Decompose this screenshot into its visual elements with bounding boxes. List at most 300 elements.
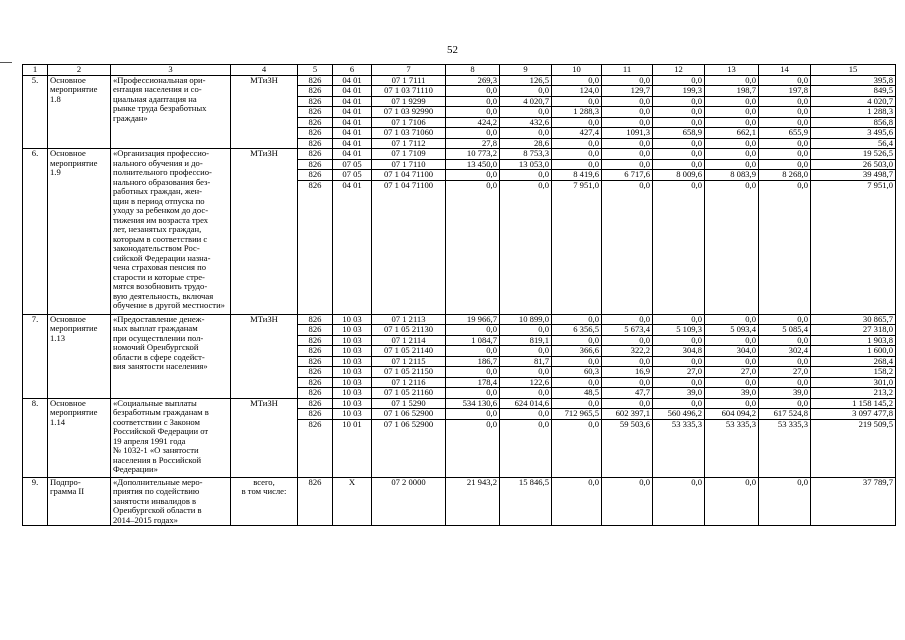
data-cell: 0,0: [653, 107, 705, 118]
data-cell: 39,0: [705, 388, 759, 399]
data-cell: 0,0: [705, 180, 759, 314]
data-cell: 39,0: [759, 388, 811, 399]
data-cell: 10 03: [333, 377, 372, 388]
data-cell: 5 673,4: [602, 325, 653, 336]
data-cell: 0,0: [552, 138, 602, 149]
data-cell: 0,0: [602, 335, 653, 346]
data-cell: 0,0: [705, 138, 759, 149]
data-cell: 617 524,8: [759, 409, 811, 420]
executor-cell: [231, 398, 298, 477]
data-cell: 662,1: [705, 128, 759, 139]
header-cell-4: 4: [231, 65, 298, 76]
measure-name-line: Оренбургской области в: [113, 505, 202, 515]
data-cell: 304,0: [705, 346, 759, 357]
data-cell: 04 01: [333, 149, 372, 160]
data-cell: 826: [298, 377, 333, 388]
measure-name-line: № 1032-1 «О занятости: [113, 445, 199, 455]
data-cell: 21 943,2: [446, 477, 500, 526]
measure-name-cell: [111, 75, 231, 149]
data-cell: 826: [298, 159, 333, 170]
executor-line: всего,: [253, 477, 275, 487]
data-cell: 13 053,0: [500, 159, 552, 170]
data-cell: 07 1 05 21160: [372, 388, 446, 399]
data-cell: 219 509,5: [811, 419, 896, 477]
data-cell: 0,0: [602, 149, 653, 160]
data-cell: 856,8: [811, 117, 896, 128]
data-cell: 07 05: [333, 170, 372, 181]
data-cell: 6 356,5: [552, 325, 602, 336]
data-cell: 124,0: [552, 86, 602, 97]
data-cell: 0,0: [446, 128, 500, 139]
data-cell: 28,6: [500, 138, 552, 149]
data-cell: 0,0: [705, 356, 759, 367]
data-cell: 826: [298, 335, 333, 346]
measure-name-line: щин в период отпуска по: [113, 195, 205, 206]
data-cell: 826: [298, 367, 333, 378]
data-cell: 07 1 9299: [372, 96, 446, 107]
data-cell: 07 1 2114: [372, 335, 446, 346]
measure-name-line: ных выплат гражданам: [113, 323, 198, 333]
data-cell: 19 526,5: [811, 149, 896, 160]
data-cell: 826: [298, 96, 333, 107]
header-cell-3: 3: [111, 65, 231, 76]
data-cell: 15 846,5: [500, 477, 552, 526]
data-cell: 826: [298, 325, 333, 336]
data-cell: 5 085,4: [759, 325, 811, 336]
data-cell: 04 01: [333, 138, 372, 149]
data-cell: 0,0: [705, 477, 759, 526]
data-cell: 0,0: [500, 86, 552, 97]
data-cell: 826: [298, 149, 333, 160]
data-cell: 07 1 7112: [372, 138, 446, 149]
data-cell: 5 093,4: [705, 325, 759, 336]
data-cell: 0,0: [705, 107, 759, 118]
measure-type-line: Основное: [50, 314, 86, 324]
data-cell: 53 335,3: [759, 419, 811, 477]
data-cell: 0,0: [602, 398, 653, 409]
data-cell: 10 03: [333, 325, 372, 336]
data-cell: 0,0: [500, 419, 552, 477]
executor-line: в том числе:: [241, 486, 287, 496]
data-cell: 0,0: [653, 75, 705, 86]
header-cell-12: 12: [653, 65, 705, 76]
header-cell-10: 10: [552, 65, 602, 76]
data-cell: 0,0: [446, 107, 500, 118]
data-cell: 427,4: [552, 128, 602, 139]
data-cell: 0,0: [653, 138, 705, 149]
data-cell: 10 899,0: [500, 314, 552, 325]
data-cell: 819,1: [500, 335, 552, 346]
measure-name-line: «Социальные выплаты: [113, 398, 197, 408]
data-cell: 826: [298, 86, 333, 97]
data-cell: 07 1 2115: [372, 356, 446, 367]
data-cell: 10 773,2: [446, 149, 500, 160]
data-cell: 655,9: [759, 128, 811, 139]
data-cell: 27 318,0: [811, 325, 896, 336]
data-cell: 04 01: [333, 75, 372, 86]
data-cell: 0,0: [552, 477, 602, 526]
data-cell: 07 1 06 52900: [372, 409, 446, 420]
data-cell: 178,4: [446, 377, 500, 388]
data-cell: 0,0: [759, 477, 811, 526]
data-cell: 0,0: [446, 346, 500, 357]
executor-line: МТиЗН: [250, 314, 278, 324]
data-cell: 3 097 477,8: [811, 409, 896, 420]
data-cell: 04 01: [333, 96, 372, 107]
data-cell: 07 1 7106: [372, 117, 446, 128]
data-cell: 04 01: [333, 107, 372, 118]
header-cell-9: 9: [500, 65, 552, 76]
measure-name-line: приятия по содействию: [113, 486, 200, 496]
data-cell: 0,0: [705, 398, 759, 409]
table-row: [23, 314, 896, 325]
executor-line: МТиЗН: [250, 75, 278, 85]
data-cell: 37 789,7: [811, 477, 896, 526]
data-cell: 0,0: [759, 96, 811, 107]
data-cell: 07 1 2116: [372, 377, 446, 388]
data-cell: 0,0: [759, 75, 811, 86]
measure-name-cell: [111, 477, 231, 526]
data-cell: 07 1 7111: [372, 75, 446, 86]
data-cell: 27,0: [705, 367, 759, 378]
data-cell: 826: [298, 398, 333, 409]
measure-type-cell: [48, 398, 111, 477]
measure-name-line: которым в соответствии с: [113, 233, 208, 244]
header-cell-6: 6: [333, 65, 372, 76]
data-cell: 186,7: [446, 356, 500, 367]
measure-type-line: мероприятие: [50, 407, 98, 417]
data-cell: 604 094,2: [705, 409, 759, 420]
measure-type-cell: [48, 314, 111, 398]
data-cell: 826: [298, 107, 333, 118]
data-cell: 0,0: [552, 149, 602, 160]
measure-name-line: «Дополнительные меро-: [113, 477, 203, 487]
measure-type-cell: [48, 477, 111, 526]
data-cell: 0,0: [759, 377, 811, 388]
measure-name-line: лет, незанятых граждан,: [113, 224, 202, 234]
data-cell: 04 01: [333, 117, 372, 128]
data-cell: 0,0: [602, 75, 653, 86]
data-cell: 27,0: [653, 367, 705, 378]
data-cell: 07 1 03 92990: [372, 107, 446, 118]
data-cell: 07 1 2113: [372, 314, 446, 325]
data-cell: 826: [298, 75, 333, 86]
measure-name-line: вую деятельность, включая: [113, 290, 214, 301]
data-cell: 5 109,3: [653, 325, 705, 336]
data-cell: 366,6: [552, 346, 602, 357]
measure-name-line: законодательством Рос-: [113, 243, 200, 253]
data-cell: 826: [298, 170, 333, 181]
data-cell: 4 020,7: [811, 96, 896, 107]
data-cell: 0,0: [653, 180, 705, 314]
data-cell: 0,0: [653, 159, 705, 170]
data-cell: 826: [298, 388, 333, 399]
data-cell: 0,0: [705, 335, 759, 346]
data-cell: 0,0: [653, 356, 705, 367]
executor-cell: [231, 149, 298, 315]
data-cell: 0,0: [446, 388, 500, 399]
data-cell: 826: [298, 180, 333, 314]
data-cell: 0,0: [446, 170, 500, 181]
data-cell: 1 084,7: [446, 335, 500, 346]
data-cell: 07 1 05 21140: [372, 346, 446, 357]
data-cell: 0,0: [759, 335, 811, 346]
data-cell: 0,0: [653, 314, 705, 325]
data-cell: 0,0: [602, 477, 653, 526]
measure-name-line: населения в Российской: [113, 454, 202, 465]
measure-type-line: Подпро-: [50, 477, 81, 487]
data-cell: 0,0: [705, 96, 759, 107]
measure-name-line: Российской Федерации от: [113, 426, 209, 436]
data-cell: 0,0: [552, 419, 602, 477]
measure-type-line: 1.9: [50, 167, 61, 177]
executor-line: МТиЗН: [250, 398, 278, 408]
data-cell: 0,0: [500, 346, 552, 357]
measure-name-line: обучение в другой местности»: [113, 300, 225, 310]
measure-name-line: вия занятости населения»: [113, 361, 208, 371]
data-cell: 0,0: [759, 159, 811, 170]
data-cell: 10 03: [333, 409, 372, 420]
data-cell: 129,7: [602, 86, 653, 97]
data-cell: 0,0: [653, 398, 705, 409]
data-cell: 826: [298, 409, 333, 420]
header-cell-5: 5: [298, 65, 333, 76]
data-cell: 56,4: [811, 138, 896, 149]
measure-name-line: сийской Федерации назна-: [113, 252, 211, 263]
data-cell: 826: [298, 128, 333, 139]
data-cell: 10 03: [333, 346, 372, 357]
data-cell: 0,0: [446, 86, 500, 97]
data-cell: 0,0: [500, 180, 552, 314]
data-cell: 07 1 04 71100: [372, 170, 446, 181]
measure-type-line: 1.8: [50, 93, 61, 104]
data-cell: 826: [298, 419, 333, 477]
data-cell: 322,2: [602, 346, 653, 357]
data-cell: 10 03: [333, 388, 372, 399]
measure-type-line: 1.13: [50, 332, 66, 343]
data-cell: 0,0: [653, 149, 705, 160]
measure-name-line: «Организация профессио-: [113, 148, 210, 158]
data-cell: 0,0: [705, 314, 759, 325]
data-cell: 07 1 04 71100: [372, 180, 446, 314]
measure-type-line: 1.14: [50, 416, 66, 427]
row-number-cell: 9.: [23, 477, 48, 526]
data-cell: 534 130,6: [446, 398, 500, 409]
data-cell: 0,0: [552, 377, 602, 388]
data-cell: 0,0: [602, 159, 653, 170]
data-cell: 0,0: [705, 159, 759, 170]
measure-name-line: Федерации»: [113, 464, 158, 474]
data-cell: 0,0: [446, 409, 500, 420]
data-cell: 0,0: [705, 117, 759, 128]
data-cell: 0,0: [602, 377, 653, 388]
data-cell: 0,0: [602, 138, 653, 149]
data-cell: 59 503,6: [602, 419, 653, 477]
data-cell: 07 1 05 21130: [372, 325, 446, 336]
header-cell-13: 13: [705, 65, 759, 76]
data-cell: 302,4: [759, 346, 811, 357]
data-cell: 07 1 03 71060: [372, 128, 446, 139]
data-cell: 0,0: [705, 75, 759, 86]
budget-table: [22, 64, 896, 526]
data-cell: 4 020,7: [500, 96, 552, 107]
data-cell: 10 03: [333, 314, 372, 325]
measure-name-line: безработным гражданам в: [113, 407, 209, 417]
data-cell: 198,7: [705, 86, 759, 97]
data-cell: 0,0: [602, 314, 653, 325]
data-cell: 0,0: [552, 314, 602, 325]
executor-line: МТиЗН: [250, 148, 278, 158]
measure-type-line: Основное: [50, 75, 86, 85]
data-cell: 0,0: [705, 377, 759, 388]
data-cell: 07 05: [333, 159, 372, 170]
data-cell: 0,0: [446, 325, 500, 336]
data-cell: 0,0: [446, 180, 500, 314]
data-cell: 0,0: [653, 96, 705, 107]
data-cell: 624 014,6: [500, 398, 552, 409]
executor-cell: [231, 314, 298, 398]
row-number-cell: 7.: [23, 314, 48, 398]
header-cell-2: 2: [48, 65, 111, 76]
data-cell: 27,0: [759, 367, 811, 378]
data-cell: 1 288,3: [811, 107, 896, 118]
data-cell: 0,0: [552, 117, 602, 128]
data-cell: 39 498,7: [811, 170, 896, 181]
data-cell: 10 03: [333, 335, 372, 346]
data-cell: 826: [298, 314, 333, 325]
data-cell: 07 1 06 52900: [372, 419, 446, 477]
data-cell: 269,3: [446, 75, 500, 86]
header-row: [23, 65, 896, 76]
data-cell: 301,0: [811, 377, 896, 388]
data-cell: 197,8: [759, 86, 811, 97]
data-cell: 7 951,0: [552, 180, 602, 314]
table-row: [23, 477, 896, 526]
data-cell: 0,0: [500, 388, 552, 399]
data-cell: 10 03: [333, 356, 372, 367]
row-number-cell: 8.: [23, 398, 48, 477]
measure-name-line: 19 апреля 1991 года: [113, 435, 186, 446]
data-cell: 3 495,6: [811, 128, 896, 139]
data-cell: 0,0: [759, 314, 811, 325]
measure-name-line: соответствии с Законом: [113, 416, 200, 427]
data-cell: 8 268,0: [759, 170, 811, 181]
data-cell: 0,0: [602, 180, 653, 314]
header-cell-11: 11: [602, 65, 653, 76]
measure-name-line: мятся возобновить трудо-: [113, 281, 208, 291]
data-cell: 6 717,6: [602, 170, 653, 181]
data-cell: 30 865,7: [811, 314, 896, 325]
margin-mark: [0, 62, 12, 63]
data-cell: 60,3: [552, 367, 602, 378]
measure-name-line: старости и которые стре-: [113, 271, 205, 282]
data-cell: 8 419,6: [552, 170, 602, 181]
data-cell: 0,0: [653, 477, 705, 526]
data-cell: 122,6: [500, 377, 552, 388]
measure-name-line: тижения им возраста трех: [113, 214, 209, 225]
header-cell-8: 8: [446, 65, 500, 76]
data-cell: 1 158 145,2: [811, 398, 896, 409]
data-cell: 04 01: [333, 180, 372, 314]
data-cell: 213,2: [811, 388, 896, 399]
measure-type-cell: [48, 149, 111, 315]
measure-name-line: «Профессиональная ори-: [113, 75, 206, 85]
measure-name-cell: [111, 398, 231, 477]
data-cell: 826: [298, 138, 333, 149]
measure-name-line: работных граждан, жен-: [113, 186, 202, 196]
measure-name-line: полнительного профессио-: [113, 167, 212, 177]
data-cell: 10 01: [333, 419, 372, 477]
executor-cell: [231, 477, 298, 526]
data-cell: 0,0: [602, 107, 653, 118]
data-cell: 07 1 05 21150: [372, 367, 446, 378]
data-cell: 04 01: [333, 86, 372, 97]
data-cell: 0,0: [500, 325, 552, 336]
data-cell: 0,0: [653, 377, 705, 388]
data-cell: 0,0: [653, 335, 705, 346]
data-cell: 04 01: [333, 128, 372, 139]
data-cell: 8 009,6: [653, 170, 705, 181]
data-cell: 0,0: [500, 170, 552, 181]
data-cell: 19 966,7: [446, 314, 500, 325]
data-cell: 0,0: [446, 419, 500, 477]
data-cell: 826: [298, 117, 333, 128]
data-cell: 199,3: [653, 86, 705, 97]
data-cell: 1091,3: [602, 128, 653, 139]
data-cell: 0,0: [500, 409, 552, 420]
data-cell: 658,9: [653, 128, 705, 139]
measure-type-line: мероприятие: [50, 323, 98, 333]
data-cell: 849,5: [811, 86, 896, 97]
data-cell: 0,0: [500, 107, 552, 118]
page-number: 52: [447, 44, 458, 56]
measure-name-line: граждан»: [113, 112, 148, 123]
data-cell: 0,0: [500, 128, 552, 139]
data-cell: 47,7: [602, 388, 653, 399]
data-cell: 53 335,3: [653, 419, 705, 477]
data-cell: 53 335,3: [705, 419, 759, 477]
data-cell: 0,0: [759, 356, 811, 367]
measure-type-line: Основное: [50, 148, 86, 158]
data-cell: 0,0: [759, 107, 811, 118]
data-cell: 602 397,1: [602, 409, 653, 420]
data-cell: 0,0: [552, 398, 602, 409]
data-cell: 0,0: [552, 75, 602, 86]
measure-name-line: номочий Оренбургской: [113, 342, 199, 352]
header-cell-7: 7: [372, 65, 446, 76]
data-cell: 27,8: [446, 138, 500, 149]
data-cell: 8 753,3: [500, 149, 552, 160]
table-row: [23, 398, 896, 409]
measure-type-cell: [48, 75, 111, 149]
data-cell: 8 083,9: [705, 170, 759, 181]
data-cell: 0,0: [705, 149, 759, 160]
data-cell: 81,7: [500, 356, 552, 367]
data-cell: 0,0: [552, 356, 602, 367]
data-cell: 0,0: [500, 367, 552, 378]
data-cell: 0,0: [653, 117, 705, 128]
data-cell: 07 1 7109: [372, 149, 446, 160]
data-cell: 158,2: [811, 367, 896, 378]
measure-name-line: нального обучения и до-: [113, 157, 203, 168]
measure-type-line: Основное: [50, 398, 86, 408]
data-cell: 826: [298, 356, 333, 367]
data-cell: 0,0: [446, 367, 500, 378]
data-cell: 268,4: [811, 356, 896, 367]
data-cell: 0,0: [552, 96, 602, 107]
measure-name-line: при осуществлении пол-: [113, 332, 204, 343]
measure-type-line: мероприятие: [50, 157, 98, 168]
